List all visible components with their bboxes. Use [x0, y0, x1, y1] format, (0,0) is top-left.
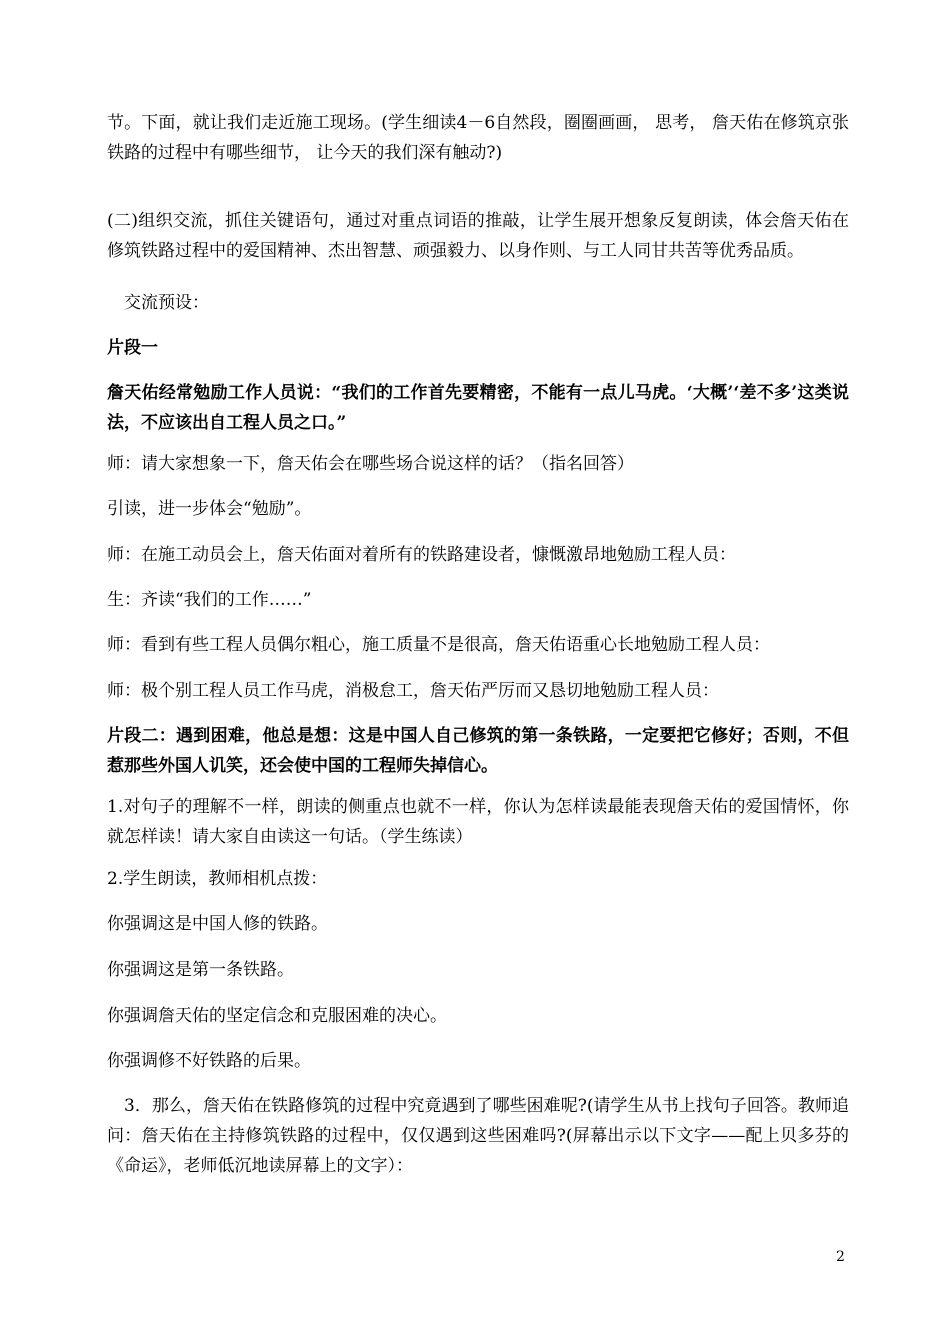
paragraph-guided-reading: 引读，进一步体会“勉励”。 [107, 499, 312, 519]
paragraph-emphasis-chinese: 你强调这是中国人修的铁路。 [107, 914, 328, 934]
paragraph-teacher-mobilization: 师：在施工动员会上，詹天佑面对着所有的铁路建设者，慷慨激昂地勉励工程人员： [107, 545, 736, 565]
paragraph-organize-discussion: (二)组织交流，抓住关键语句，通过对重点词语的推敲，让学生展开想象反复朗读，体会詹天佑在修筑铁路过程中的爱国精神、杰出智慧、顽强毅力、以身作则、与工人同甘共苦等优秀品质。 [107, 211, 849, 261]
paragraph-teacher-question: 师：请大家想象一下，詹天佑会在哪些场合说这样的话？（指名回答） [107, 454, 634, 474]
paragraph-emphasis-first: 你强调这是第一条铁路。 [107, 960, 294, 980]
paragraph-continuation: 节。下面，就让我们走近施工现场。(学生细读4－6自然段，圈圈画画， 思考， 詹天佑在修筑京张铁路的过程中有哪些细节， 让今天的我们深有触动?) [107, 113, 849, 163]
page-number: 2 [836, 1249, 845, 1265]
paragraph-emphasis-belief: 你强调詹天佑的坚定信念和克服困难的决心。 [107, 1006, 447, 1026]
list-item-1: 1.对句子的理解不一样，朗读的侧重点也就不一样，你认为怎样读最能表现詹天佑的爱国情怀，你就怎样读！请大家自由读这一句话。（学生练读） [107, 797, 849, 847]
paragraph-teacher-careless: 师：看到有些工程人员偶尔粗心，施工质量不是很高，詹天佑语重心长地勉励工程人员： [107, 635, 770, 655]
paragraph-emphasis-consequence: 你强调修不好铁路的后果。 [107, 1051, 311, 1071]
quote-segment-two: 片段二：遇到困难，他总是想：这是中国人自己修筑的第一条铁路，一定要把它修好；否则，不但惹那些外国人讥笑，还会使中国的工程师失掉信心。 [107, 726, 849, 776]
paragraph-student-read: 生：齐读“我们的工作……” [107, 590, 312, 610]
paragraph-teacher-strict: 师：极个别工程人员工作马虎，消极怠工，詹天佑严厉而又恳切地勉励工程人员： [107, 681, 719, 701]
paragraph-discussion-preset: 交流预设： [124, 293, 209, 313]
heading-segment-one: 片段一 [107, 338, 158, 358]
list-item-3: 3．那么，詹天佑在铁路修筑的过程中究竟遇到了哪些困难呢?(请学生从书上找句子回答。教师追问：詹天佑在主持修筑铁路的过程中，仅仅遇到这些困难吗?(屏幕出示以下文字——配上贝多芬的《命运》，老师低沉地读屏幕上的文字）： [107, 1096, 849, 1176]
quote-segment-one: 詹天佑经常勉励工作人员说：“我们的工作首先要精密，不能有一点儿马虎。‘大概’‘差不多’这类说法，不应该出自工程人员之口。” [107, 383, 849, 433]
list-item-2: 2.学生朗读，教师相机点拨： [107, 869, 328, 889]
